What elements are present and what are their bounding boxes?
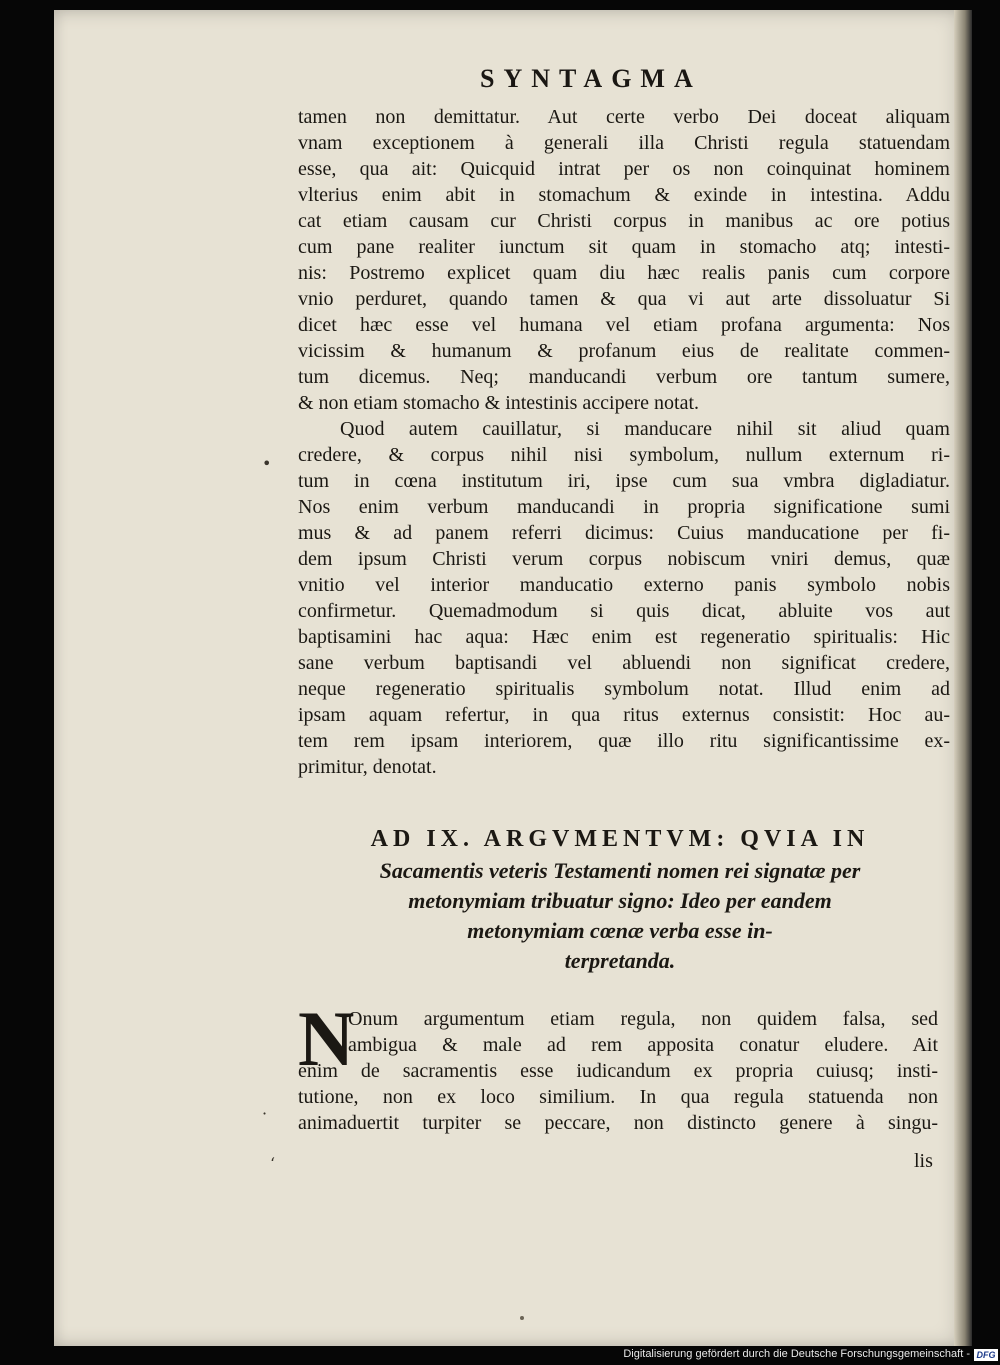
text-line: Onum argumentum etiam regula, non quidem falsa, sed xyxy=(348,1008,938,1030)
text-line: ipsam aquam refertur, in qua ritus externus consistit: Hoc au- xyxy=(298,704,950,726)
text-line: tamen non demittatur. Aut certe verbo Dei doceat aliquam xyxy=(298,106,950,128)
text-line: Nos enim verbum manducandi in propria significatione sumi xyxy=(298,496,950,518)
footer-credit: Digitalisierung gefördert durch die Deutsche Forschungsgemeinschaft - xyxy=(623,1348,970,1360)
text-line: esse, qua ait: Quicquid intrat per os non coinquinat hominem xyxy=(298,158,950,180)
catchword: lis xyxy=(914,1150,933,1172)
text-line: vnam exceptionem à generali illa Christi regula statuendam xyxy=(298,132,950,154)
text-line: vicissim & humanum & profanum eius de realitate commen- xyxy=(298,340,950,362)
text-line: dem ipsum Christi verum corpus nobiscum vniri demus, quæ xyxy=(298,548,950,570)
page-spot xyxy=(520,1316,524,1320)
margin-mark: · xyxy=(262,1104,268,1123)
text-line: vnio perduret, quando tamen & qua vi aut arte dissoluatur Si xyxy=(298,288,950,310)
paragraph-1 xyxy=(298,104,950,780)
text-line: neque regeneratio spiritualis symbolum notat. Illud enim ad xyxy=(298,678,950,700)
text-line: tem rem ipsam interiorem, quæ illo ritu significantissime ex- xyxy=(298,730,950,752)
heading-caps-line: AD IX. ARGVMENTVM: QVIA IN xyxy=(370,826,870,852)
heading-italic-line: metonymiam tribuatur signo: Ideo per eandem xyxy=(408,888,832,913)
text-line: ambigua & male ad rem apposita conatur eludere. Ait xyxy=(348,1034,938,1056)
text-line: mus & ad panem referri dicimus: Cuius manducatione per fi- xyxy=(298,522,950,544)
paragraph-3 xyxy=(298,995,938,1136)
text-line: confirmetur. Quemadmodum si quis dicat, abluite vos aut xyxy=(298,600,950,622)
heading-italic-line: metonymiam cœnæ verba esse in- xyxy=(467,918,773,943)
section-heading xyxy=(300,822,940,976)
text-line: vlterius enim abit in stomachum & exinde in intestina. Addu xyxy=(298,184,950,206)
text-line: enim de sacramentis esse iudicandum ex propria cuiusq; insti- xyxy=(298,1060,938,1082)
text-line: credere, & corpus nihil nisi symbolum, nullum externum ri- xyxy=(298,444,950,466)
text-line: primitur, denotat. xyxy=(298,756,437,778)
text-line: tum in cœna institutum iri, ipse cum sua vmbra digladiatur. xyxy=(298,470,950,492)
text-line: tum dicemus. Neq; manducandi verbum ore tantum sumere, xyxy=(298,366,950,388)
text-line: & non etiam stomacho & intestinis accipere notat. xyxy=(298,392,700,414)
heading-italic-line: Sacamentis veteris Testamenti nomen rei signatæ per xyxy=(379,858,861,883)
text-line: animaduertit turpiter se peccare, non distincto genere à singu- xyxy=(298,1112,938,1134)
text-line: cat etiam causam cur Christi corpus in manibus ac ore potius xyxy=(298,210,950,232)
page-edge-shadow xyxy=(954,10,972,1346)
drop-cap: N xyxy=(298,995,355,1082)
dfg-logo-icon: DFG xyxy=(974,1349,998,1361)
text-line: vnitio vel interior manducatio externo panis symbolo nobis xyxy=(298,574,950,596)
text-line: Quod autem cauillatur, si manducare nihil sit aliud quam xyxy=(340,418,950,440)
text-line: nis: Postremo explicet quam diu hæc realis panis cum corpore xyxy=(298,262,950,284)
margin-mark: • xyxy=(262,454,272,473)
footer-bar xyxy=(0,1346,1000,1365)
text-line: dicet hæc esse vel humana vel etiam profana argumenta: Nos xyxy=(298,314,950,336)
text-line: tutione, non ex loco similium. In qua regula statuenda non xyxy=(298,1086,938,1108)
text-line: sane verbum baptisandi vel abluendi non significat credere, xyxy=(298,652,950,674)
heading-italic-line: terpretanda. xyxy=(564,948,676,973)
text-line: cum pane realiter iunctum sit quam in stomacho atq; intesti- xyxy=(298,236,950,258)
running-title: SYNTAGMA xyxy=(480,64,702,93)
text-line: baptisamini hac aqua: Hæc enim est regeneratio spiritualis: Hic xyxy=(298,626,950,648)
margin-mark: ‘ xyxy=(270,1154,276,1173)
